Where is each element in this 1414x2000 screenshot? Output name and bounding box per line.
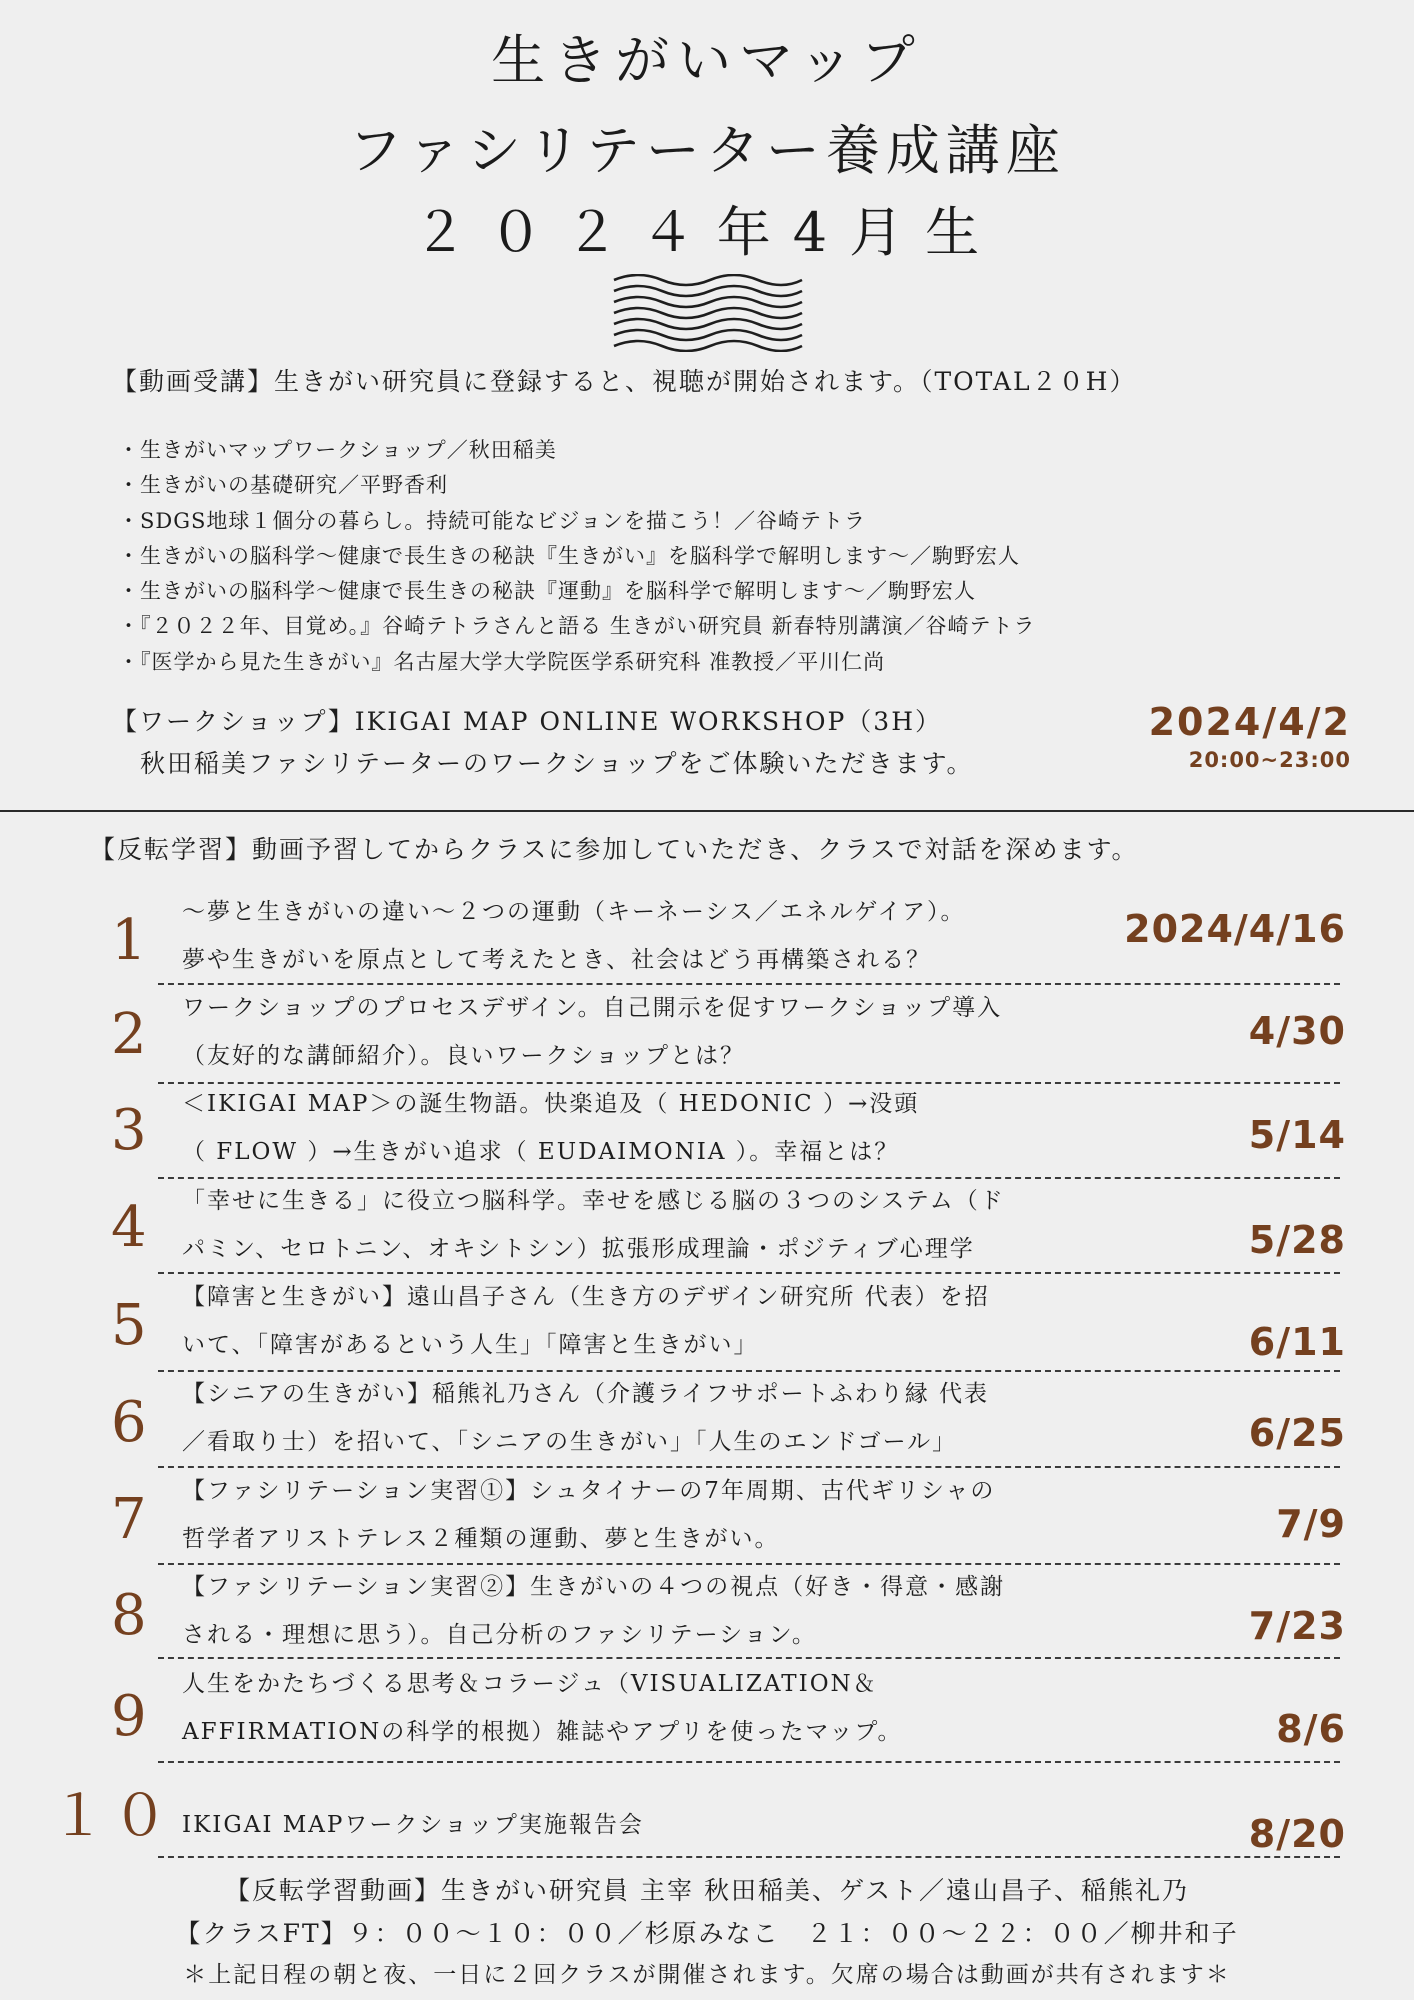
footer-note: ＊上記日程の朝と夜、一日に２回クラスが開催されます。欠席の場合は動画が共有されます＊ xyxy=(183,1962,1231,1988)
title-line-2: ファシリテーター養成講座 xyxy=(348,119,1066,182)
session-number: 7 xyxy=(111,1487,147,1552)
wavy-lines-icon xyxy=(612,274,804,352)
session-date: 2024/4/16 xyxy=(1124,907,1346,951)
list-item: ・『医学から見た生きがい』名古屋大学大学院医学系研究科 准教授／平川仁尚 xyxy=(118,649,886,674)
dashed-divider xyxy=(158,1177,1340,1179)
session-description-line-1: 人生をかたちづくる思考＆コラージュ（VISUALIZATION＆ xyxy=(182,1671,878,1697)
session-number: 8 xyxy=(111,1583,147,1648)
workshop-date: 2024/4/2 xyxy=(1148,700,1351,744)
session-description-line-2: AFFIRMATIONの科学的根拠）雑誌やアプリを使ったマップ。 xyxy=(182,1719,903,1745)
session-number: 2 xyxy=(111,1002,147,1067)
session-description-line-2: パミン、セロトニン、オキシトシン）拡張形成理論・ポジティブ心理学 xyxy=(182,1236,975,1262)
session-description-line-1: 「幸せに生きる」に役立つ脳科学。幸せを感じる脳の３つのシステム（ド xyxy=(182,1188,1005,1214)
session-description-line-1: 【ファシリテーション実習②】生きがいの４つの視点（好き・得意・感謝 xyxy=(182,1574,1006,1600)
title-line-3: ２０２４年4月生 xyxy=(412,201,1002,264)
list-item: ・『２０２２年、目覚め。』谷崎テトラさんと語る 生きがい研究員 新春特別講演／谷崎テトラ xyxy=(118,614,1036,639)
dashed-divider xyxy=(158,1272,1340,1274)
dashed-divider xyxy=(158,983,1340,985)
session-date: 5/14 xyxy=(1248,1113,1346,1157)
session-description-line-1: IKIGAI MAPワークショップ実施報告会 xyxy=(182,1812,644,1838)
footer-class-schedule: 【クラスFT】９：００〜１０：００／杉原みなこ ２１：００〜２２：００／柳井和子 xyxy=(175,1919,1239,1948)
dashed-divider xyxy=(158,1082,1340,1084)
title-line-1: 生きがいマップ xyxy=(491,29,923,92)
list-item: ・生きがいの基礎研究／平野香利 xyxy=(118,473,448,498)
session-description-line-2: （ FLOW ）→生きがい追求（ EUDAIMONIA ）。幸福とは？ xyxy=(182,1139,900,1165)
session-number: 6 xyxy=(111,1390,147,1455)
workshop-time: 20:00~23:00 xyxy=(1188,748,1351,772)
session-date: 6/25 xyxy=(1248,1411,1346,1455)
session-number: 3 xyxy=(111,1098,147,1163)
dashed-divider xyxy=(158,1657,1340,1659)
session-description-line-1: 〜夢と生きがいの違い〜２つの運動（キーネーシス／エネルゲイア）。 xyxy=(182,899,966,925)
video-course-heading: 【動画受講】生きがい研究員に登録すると、視聴が開始されます。（TOTAL２０H） xyxy=(112,367,1137,396)
session-date: 7/9 xyxy=(1276,1502,1346,1546)
session-description-line-2: （友好的な講師紹介）。良いワークショップとは？ xyxy=(182,1043,746,1069)
session-description-line-1: ワークショップのプロセスデザイン。自己開示を促すワークショップ導入 xyxy=(182,995,1003,1021)
session-description-line-2: 夢や生きがいを原点として考えたとき、社会はどう再構築される？ xyxy=(182,947,932,973)
session-description-line-2: される・理想に思う）。自己分析のファシリテーション。 xyxy=(182,1622,817,1648)
session-number: 4 xyxy=(111,1195,147,1260)
list-item: ・生きがいマップワークショップ／秋田稲美 xyxy=(118,438,557,462)
workshop-heading: 【ワークショップ】IKIGAI MAP ONLINE WORKSHOP（3H） xyxy=(112,707,943,736)
video-course-list xyxy=(118,433,1036,680)
dashed-divider xyxy=(158,1761,1340,1763)
list-item: ・SDGS地球１個分の暮らし。持続可能なビジョンを描こう！／谷崎テトラ xyxy=(118,508,866,533)
workshop-description: 秋田稲美ファシリテーターのワークショップをご体験いただきます。 xyxy=(140,749,974,778)
session-date: 8/20 xyxy=(1248,1812,1346,1856)
session-date: 4/30 xyxy=(1248,1009,1346,1053)
section-divider xyxy=(0,810,1414,812)
dashed-divider xyxy=(158,1856,1340,1858)
session-number: １０ xyxy=(50,1784,174,1849)
session-description-line-1: 【ファシリテーション実習①】シュタイナーの7年周期、古代ギリシャの xyxy=(182,1478,996,1504)
session-description-line-2: いて、「障害があるという人生」「障害と生きがい」 xyxy=(182,1332,759,1358)
list-item: ・生きがいの脳科学〜健康で長生きの秘訣『生きがい』を脳科学で解明します〜／駒野宏人 xyxy=(118,543,1020,568)
session-date: 5/28 xyxy=(1248,1218,1346,1262)
dashed-divider xyxy=(158,1466,1340,1468)
session-date: 8/6 xyxy=(1276,1707,1346,1751)
dashed-divider xyxy=(158,1370,1340,1372)
list-item: ・生きがいの脳科学〜健康で長生きの秘訣『運動』を脳科学で解明します〜／駒野宏人 xyxy=(118,579,976,604)
session-description-line-1: 【シニアの生きがい】稲熊礼乃さん（介護ライフサポートふわり縁 代表 xyxy=(182,1381,990,1407)
session-number: 5 xyxy=(111,1293,147,1358)
session-date: 7/23 xyxy=(1248,1604,1346,1648)
session-date: 6/11 xyxy=(1248,1320,1346,1364)
session-description-line-1: ＜IKIGAI MAP＞の誕生物語。快楽追及（ HEDONIC ）→没頭 xyxy=(182,1091,920,1117)
session-description-line-2: 哲学者アリストテレス２種類の運動、夢と生きがい。 xyxy=(182,1526,780,1552)
footer-video-credits: 【反転学習動画】生きがい研究員 主宰 秋田稲美、ゲスト／遠山昌子、稲熊礼乃 xyxy=(225,1876,1189,1905)
session-number: 9 xyxy=(111,1684,147,1749)
session-number: 1 xyxy=(111,908,147,973)
dashed-divider xyxy=(158,1563,1340,1565)
session-description-line-1: 【障害と生きがい】遠山昌子さん（生き方のデザイン研究所 代表）を招 xyxy=(182,1284,990,1310)
flipped-learning-heading: 【反転学習】動画予習してからクラスに参加していただき、クラスで対話を深めます。 xyxy=(90,835,1139,864)
session-description-line-2: ／看取り士）を招いて、「シニアの生きがい」「人生のエンドゴール」 xyxy=(182,1429,958,1455)
